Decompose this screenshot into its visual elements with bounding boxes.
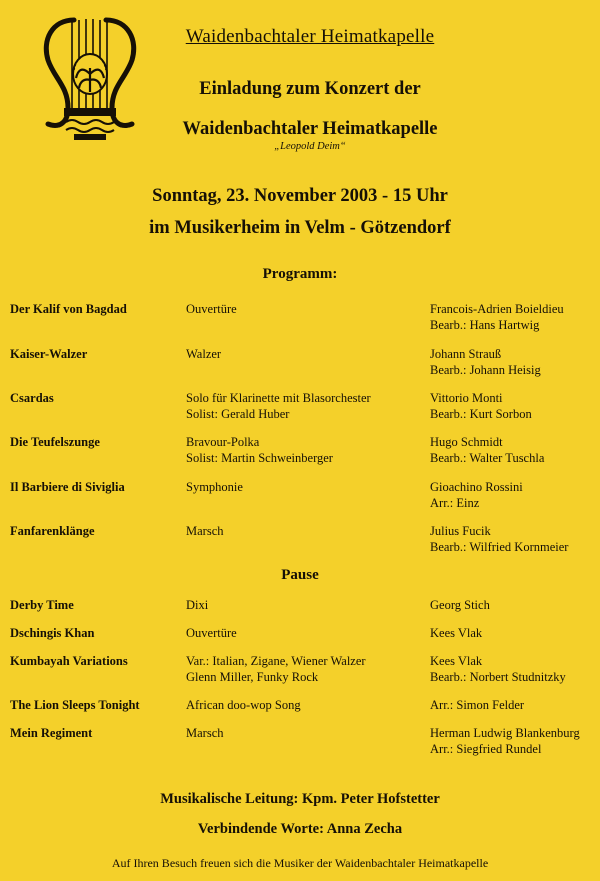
band-subtitle: „Leopold Deim“: [274, 141, 346, 152]
composer-line: Arr.: Einz: [430, 496, 480, 510]
genre-line: Glenn Miller, Funky Rock: [186, 670, 319, 684]
composer-line: Bearb.: Hans Hartwig: [430, 318, 540, 332]
piece-genre: [186, 625, 426, 641]
composer-line: Kees Vlak: [430, 654, 483, 668]
piece-composer: [430, 523, 600, 555]
composer-line: Bearb.: Kurt Sorbon: [430, 407, 532, 421]
genre-line: Solist: Gerald Huber: [186, 407, 290, 421]
band-name-heading: Waidenbachtaler Heimatkapelle: [182, 119, 438, 139]
piece-composer: [430, 434, 600, 466]
piece-composer: [430, 479, 600, 511]
piece-title: Die Teufelszunge: [10, 435, 100, 449]
genre-line: Solo für Klarinette mit Blasorchester: [186, 391, 371, 405]
genre-line: Walzer: [186, 347, 222, 361]
composer-line: Julius Fucik: [430, 524, 491, 538]
genre-line: Ouvertüre: [186, 626, 237, 640]
piece-genre: [186, 653, 426, 685]
composer-line: Kees Vlak: [430, 626, 483, 640]
lyre-with-willow-tree-icon: [34, 8, 146, 146]
genre-line: Var.: Italian, Zigane, Wiener Walzer: [186, 654, 366, 668]
composer-line: Gioachino Rossini: [430, 480, 523, 494]
composer-line: Hugo Schmidt: [430, 435, 503, 449]
composer-line: Herman Ludwig Blankenburg: [430, 726, 580, 740]
narration-credit: Verbindende Worte: Anna Zecha: [197, 821, 403, 837]
piece-title: Dschingis Khan: [10, 626, 95, 640]
invitation-heading: Einladung zum Konzert der: [199, 79, 421, 99]
genre-line: Symphonie: [186, 480, 243, 494]
genre-line: Marsch: [186, 524, 224, 538]
piece-title: Der Kalif von Bagdad: [10, 302, 127, 316]
piece-title: Derby Time: [10, 598, 74, 612]
composer-line: Bearb.: Wilfried Kornmeier: [430, 540, 569, 554]
footer-note: Auf Ihren Besuch freuen sich die Musiker der Waidenbachtaler Heimatkapelle: [111, 856, 489, 870]
piece-title: Fanfarenklänge: [10, 524, 95, 538]
composer-line: Bearb.: Norbert Studnitzky: [430, 670, 566, 684]
piece-genre: [186, 346, 426, 362]
piece-composer: [430, 301, 600, 333]
piece-title: Kaiser-Walzer: [10, 347, 88, 361]
piece-genre: [186, 523, 426, 539]
piece-genre: [186, 697, 426, 713]
piece-genre: [186, 597, 426, 613]
conductor-credit: Musikalische Leitung: Kpm. Peter Hofstetter: [160, 791, 440, 807]
composer-line: Georg Stich: [430, 598, 490, 612]
genre-line: Ouvertüre: [186, 302, 237, 316]
concert-datetime: Sonntag, 23. November 2003 - 15 Uhr: [152, 186, 448, 206]
piece-composer: [430, 390, 600, 422]
program-heading: Programm:: [262, 266, 338, 282]
piece-composer: [430, 653, 600, 685]
piece-genre: [186, 301, 426, 317]
genre-line: Solist: Martin Schweinberger: [186, 451, 333, 465]
composer-line: Johann Strauß: [430, 347, 502, 361]
piece-title: Mein Regiment: [10, 726, 93, 740]
piece-genre: [186, 434, 426, 466]
composer-line: Bearb.: Walter Tuschla: [430, 451, 545, 465]
composer-line: Arr.: Simon Felder: [430, 698, 525, 712]
composer-line: Vittorio Monti: [430, 391, 503, 405]
piece-composer: [430, 597, 600, 613]
genre-line: Marsch: [186, 726, 224, 740]
piece-composer: [430, 725, 600, 757]
piece-title: The Lion Sleeps Tonight: [10, 698, 140, 712]
composer-line: Arr.: Siegfried Rundel: [430, 742, 542, 756]
genre-line: Dixi: [186, 598, 209, 612]
composer-line: Bearb.: Johann Heisig: [430, 363, 541, 377]
piece-title: Kumbayah Variations: [10, 654, 128, 668]
piece-composer: [430, 625, 600, 641]
piece-genre: [186, 479, 426, 495]
piece-genre: [186, 390, 426, 422]
piece-composer: [430, 697, 600, 713]
piece-title: Csardas: [10, 391, 54, 405]
pause-heading: Pause: [281, 567, 319, 583]
piece-genre: [186, 725, 426, 741]
genre-line: Bravour-Polka: [186, 435, 260, 449]
composer-line: Francois-Adrien Boieldieu: [430, 302, 564, 316]
piece-title: Il Barbiere di Siviglia: [10, 480, 125, 494]
genre-line: African doo-wop Song: [186, 698, 301, 712]
piece-composer: [430, 346, 600, 378]
band-title-heading: Waidenbachtaler Heimatkapelle: [185, 26, 435, 47]
concert-venue: im Musikerheim in Velm - Götzendorf: [149, 218, 451, 238]
